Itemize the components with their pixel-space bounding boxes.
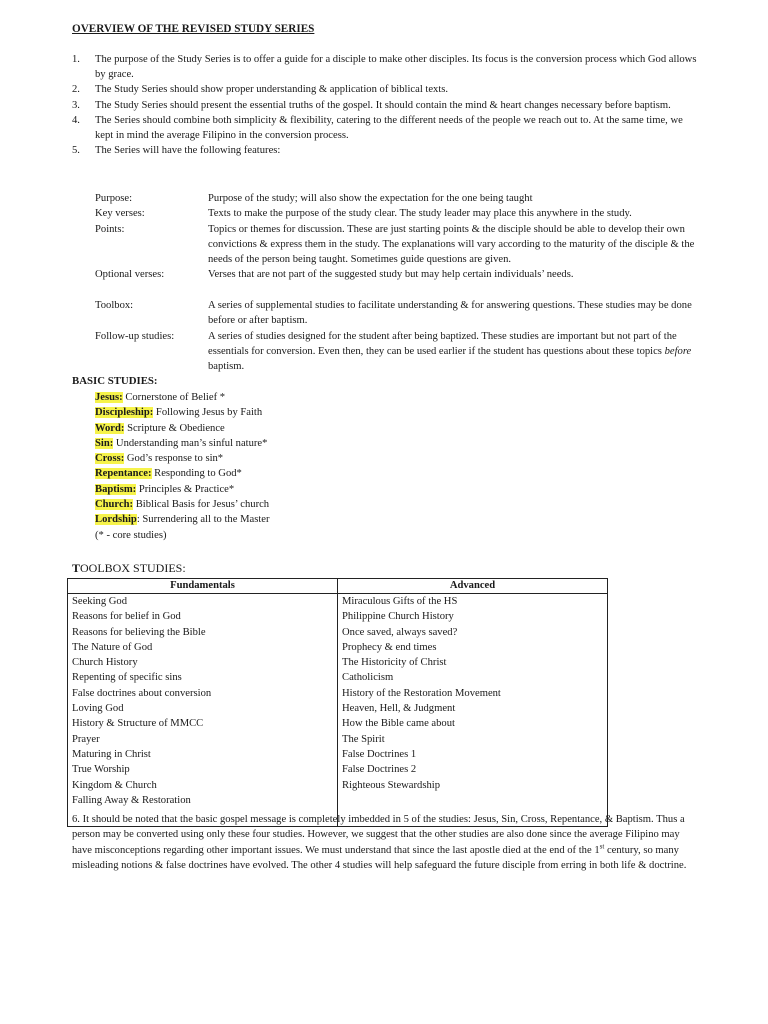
toolbox-heading-initial: T [72,561,81,575]
list-item: Once saved, always saved? [342,626,458,638]
list-text: The Study Series should present the essential truths of the gospel. It should contain the mind & heart changes necessary before baptism. [95,99,671,111]
study-name-highlight: Discipleship: [95,407,154,419]
feature-desc: A series of supplemental studies to facilitate understanding & for answering questions. These studies may be done before or after baptism. [208,300,692,327]
feature-term: Purpose: [95,193,133,204]
study-desc: Biblical Basis for Jesus’ church [133,499,270,511]
column-header-fundamentals: Fundamentals [68,579,338,594]
feature-term: Key verses: [95,208,145,220]
study-name-highlight: Church: [95,499,134,511]
basic-studies-list [95,390,270,543]
feature-purpose [95,191,700,206]
list-item: Loving God [72,703,124,715]
basic-study-item [95,421,270,436]
list-item: History of the Restoration Movement [342,687,501,699]
feature-term: Follow-up studies: [95,330,175,342]
list-text: The purpose of the Study Series is to offer a guide for a disciple to make other disciples. Its focus is the conversion process which God allows by grace. [95,54,697,81]
superscript: st [599,842,605,851]
feature-follow-up [95,329,700,375]
list-number: 2. [72,84,80,96]
list-text: The Series will have the following features: [95,145,281,157]
list-number: 3. [72,99,80,111]
study-name-highlight: Repentance: [95,468,152,480]
study-name-highlight: Lordship [95,514,137,526]
list-number: 1. [72,54,80,65]
list-text: The Series should combine both simplicity & flexibility, catering to the different needs of the people we reach out to. At the same time, we kept in mind the average Filipino in the conversion process. [95,114,683,142]
features-list [95,191,700,375]
study-desc: : Surrendering all to the Master [136,514,270,526]
list-item [72,52,697,82]
document-title: OVERVIEW OF THE REVISED STUDY SERIES [72,23,315,35]
basic-study-item [95,497,270,512]
feature-desc: Purpose of the study; will also show the expectation for the one being taught [208,193,533,204]
feature-desc-part: A series of studies designed for the student after being baptized. These studies are important but not part of the essentials for conversion. Even then, they can be used earlier if the student has questions about these topics [208,330,677,357]
study-desc: Responding to God* [151,468,242,480]
list-item: Catholicism [342,672,394,684]
feature-term: Toolbox: [95,300,134,312]
toolbox-heading [72,561,186,576]
study-name-highlight: Baptism: [95,483,137,495]
list-item: Falling Away & Restoration [72,794,191,806]
list-item: Heaven, Hell, & Judgment [342,703,456,715]
list-item: False doctrines about conversion [72,687,212,699]
feature-points [95,222,700,268]
column-header-advanced: Advanced [338,579,608,594]
list-item: Philippine Church History [342,611,454,623]
list-text: The Study Series should show proper understanding & application of biblical texts. [95,84,449,96]
list-item: Maturing in Christ [72,748,151,760]
list-item: True Worship [72,764,130,776]
study-name-highlight: Cross: [95,453,125,465]
study-desc: God’s response to sin* [124,453,224,465]
list-item [72,143,697,158]
list-item: Prophecy & end times [342,641,437,653]
study-name-highlight: Sin: [95,437,114,449]
spacer [95,283,700,298]
feature-desc-part: baptism. [208,361,245,373]
purpose-list [72,52,697,158]
list-item [72,82,697,97]
list-item: Seeking God [72,596,128,607]
feature-term: Optional verses: [95,269,165,281]
feature-key-verses [95,206,700,221]
feature-desc-emphasis: before [664,345,692,357]
core-studies-note: (* - core studies) [95,529,167,541]
list-item [72,98,697,113]
list-item: How the Bible came about [342,718,455,730]
paragraph-text: 6. It should be noted that the basic gospel message is completely imbedded in 5 of the studies: Jesus, Sin, Cross, Repentance, & Baptism. Thus a person may be converted using only these four studies. However, we suggest that the other studies are also done since the average Filipino may have misconceptions regarding other important issues. We must understand that since the last apostle died at the end of the 1 [72,814,685,856]
basic-study-item [95,390,270,405]
list-item: Kingdom & Church [72,779,157,791]
study-name-highlight: Word: [95,422,125,434]
list-item: History & Structure of MMCC [72,718,204,730]
list-number: 5. [72,145,80,157]
paragraph-text: century, so many misleading notions & false doctrines have evolved. The other 4 studies will help safeguard the future disciple from erring in both life & doctrine. [72,844,687,871]
list-item: Reasons for believing the Bible [72,626,206,638]
toolbox-heading-rest: OOLBOX STUDIES: [80,561,186,575]
study-desc: Following Jesus by Faith [153,407,263,419]
basic-study-item [95,436,270,451]
list-item: The Spirit [342,733,385,745]
basic-study-item [95,405,270,420]
feature-desc: Texts to make the purpose of the study clear. The study leader may place this anywhere in the study. [208,208,632,220]
feature-desc: Verses that are not part of the suggested study but may help certain individuals’ needs. [208,269,574,281]
list-item: Prayer [72,733,100,745]
study-desc: Principles & Practice* [136,483,235,495]
list-number: 4. [72,114,80,126]
feature-desc: Topics or themes for discussion. These are just starting points & the disciple should be able to develop their own convictions & express them in the study. The explanations will vary according to the maturity of the disciple & the needs of the person being taught. Sometimes guide questions are given. [208,223,695,266]
basic-study-item [95,451,270,466]
feature-optional-verses [95,267,700,282]
list-item: The Historicity of Christ [342,657,447,669]
advanced-column [338,594,608,827]
basic-study-item [95,512,270,527]
feature-toolbox [95,298,700,329]
basic-study-item [95,466,270,481]
list-item [72,113,697,143]
study-name-highlight: Jesus: [95,392,123,403]
basic-studies-heading: BASIC STUDIES: [72,375,158,387]
feature-term: Points: [95,223,125,235]
list-item: The Nature of God [72,641,153,653]
basic-study-item [95,482,270,497]
toolbox-table [67,578,608,827]
study-desc: Scripture & Obedience [124,422,225,434]
list-item: False Doctrines 2 [342,764,417,776]
list-item: Church History [72,657,138,669]
list-item: Reasons for belief in God [72,611,181,623]
study-desc: Understanding man’s sinful nature* [113,437,268,449]
closing-paragraph [72,812,700,873]
list-item: Repenting of specific sins [72,672,182,684]
fundamentals-column [68,594,338,827]
list-item: False Doctrines 1 [342,748,417,760]
list-item: Righteous Stewardship [342,779,440,791]
study-desc: Cornerstone of Belief * [122,392,226,403]
feature-desc [208,329,700,375]
list-item: Miraculous Gifts of the HS [342,596,458,607]
